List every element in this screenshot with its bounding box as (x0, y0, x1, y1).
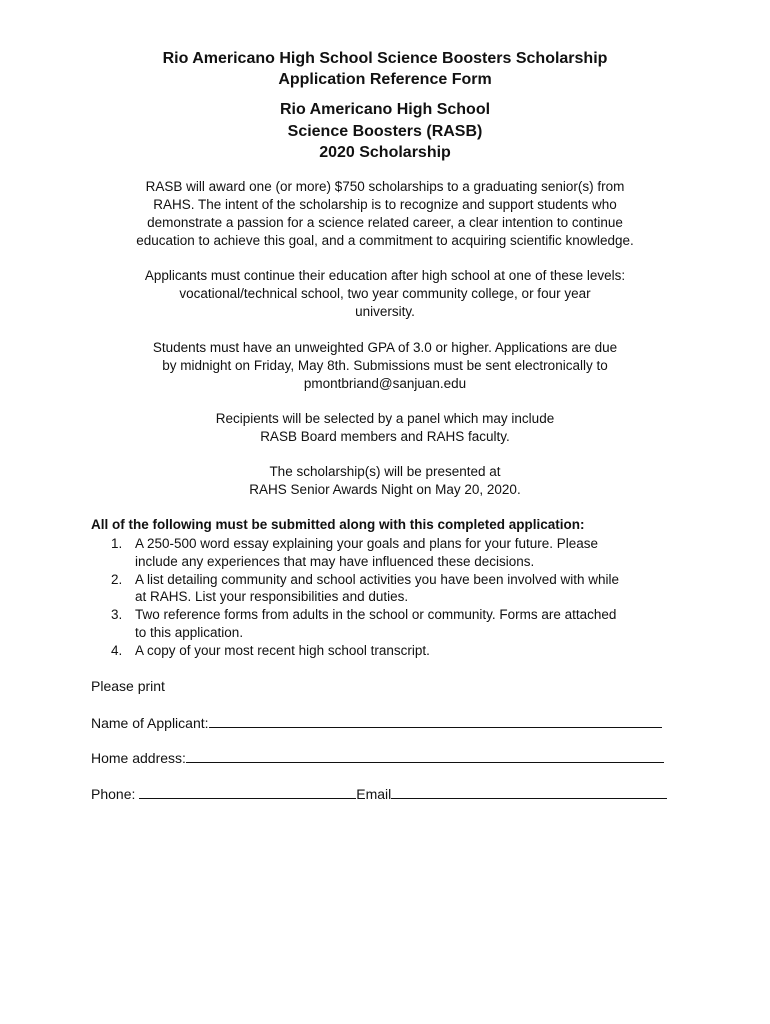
requirement-text: Two reference forms from adults in the school or community. Forms are attached (135, 607, 617, 623)
school-name: Rio Americano High School (279, 101, 491, 118)
form-title-line-1: Rio Americano High School Science Boosters Scholarship (162, 50, 608, 67)
award-line: demonstrate a passion for a science related career, a clear intention to continue (147, 215, 623, 230)
email-label: Email (356, 786, 392, 802)
education-paragraph (0, 267, 770, 321)
organization-name: Science Boosters (RASB) (287, 122, 483, 140)
education-line: Applicants must continue their education after high school at one of these levels: (144, 268, 626, 283)
requirement-number: 3. (111, 607, 123, 623)
presentation-paragraph (0, 463, 770, 499)
award-line: education to achieve this goal, and a commitment to acquiring scientific knowledge. (136, 233, 634, 248)
requirement-text: include any experiences that may have influenced these decisions. (135, 553, 535, 569)
gpa-line: by midnight on Friday, May 8th. Submissions must be sent electronically to (162, 358, 608, 373)
gpa-deadline-paragraph (0, 339, 770, 393)
home-address-label: Home address: (91, 750, 186, 766)
contact-row (91, 784, 667, 803)
selection-paragraph (0, 410, 770, 446)
print-instruction: Please print (91, 678, 165, 694)
requirement-text: to this application. (135, 624, 244, 640)
requirement-number: 1. (111, 536, 123, 551)
applicant-name-label: Name of Applicant: (91, 715, 209, 731)
gpa-line: Students must have an unweighted GPA of 3.0 or higher. Applications are due (152, 340, 618, 355)
selection-line: Recipients will be selected by a panel which may include (215, 411, 555, 426)
award-line: RAHS. The intent of the scholarship is to recognize and support students who (153, 197, 617, 212)
phone-label: Phone: (91, 786, 140, 802)
requirement-text: at RAHS. List your responsibilities and duties. (135, 589, 409, 605)
requirements-list (91, 535, 691, 660)
phone-field[interactable] (139, 784, 356, 799)
requirement-text: A copy of your most recent high school transcript. (135, 642, 430, 658)
requirement-item (91, 571, 691, 607)
applicant-name-row (91, 713, 662, 732)
education-line: vocational/technical school, two year community college, or four year (179, 286, 591, 301)
requirement-text: A list detailing community and school activities you have been involved with while (135, 571, 620, 587)
award-paragraph (0, 178, 770, 250)
scholarship-year: 2020 Scholarship (319, 144, 451, 161)
award-line: RASB will award one (or more) $750 scholarships to a graduating senior(s) from (145, 179, 625, 194)
requirement-item (91, 535, 691, 571)
requirements-heading: All of the following must be submitted along with this completed application: (91, 517, 585, 532)
home-address-field[interactable] (186, 748, 664, 763)
submission-email: pmontbriand@sanjuan.edu (303, 376, 467, 391)
form-title-line-2: Application Reference Form (278, 71, 492, 88)
requirement-number: 2. (111, 571, 123, 587)
home-address-row (91, 748, 664, 767)
presentation-line: RAHS Senior Awards Night on May 20, 2020. (249, 482, 521, 497)
education-line: university. (355, 304, 415, 319)
applicant-name-field[interactable] (209, 713, 662, 728)
email-field[interactable] (391, 784, 667, 799)
requirement-number: 4. (111, 642, 123, 658)
requirement-text: A 250-500 word essay explaining your goals and plans for your future. Please (135, 536, 599, 551)
selection-line: RASB Board members and RAHS faculty. (260, 429, 510, 444)
requirement-item (91, 642, 691, 660)
presentation-line: The scholarship(s) will be presented at (269, 464, 501, 479)
requirement-item (91, 606, 691, 642)
